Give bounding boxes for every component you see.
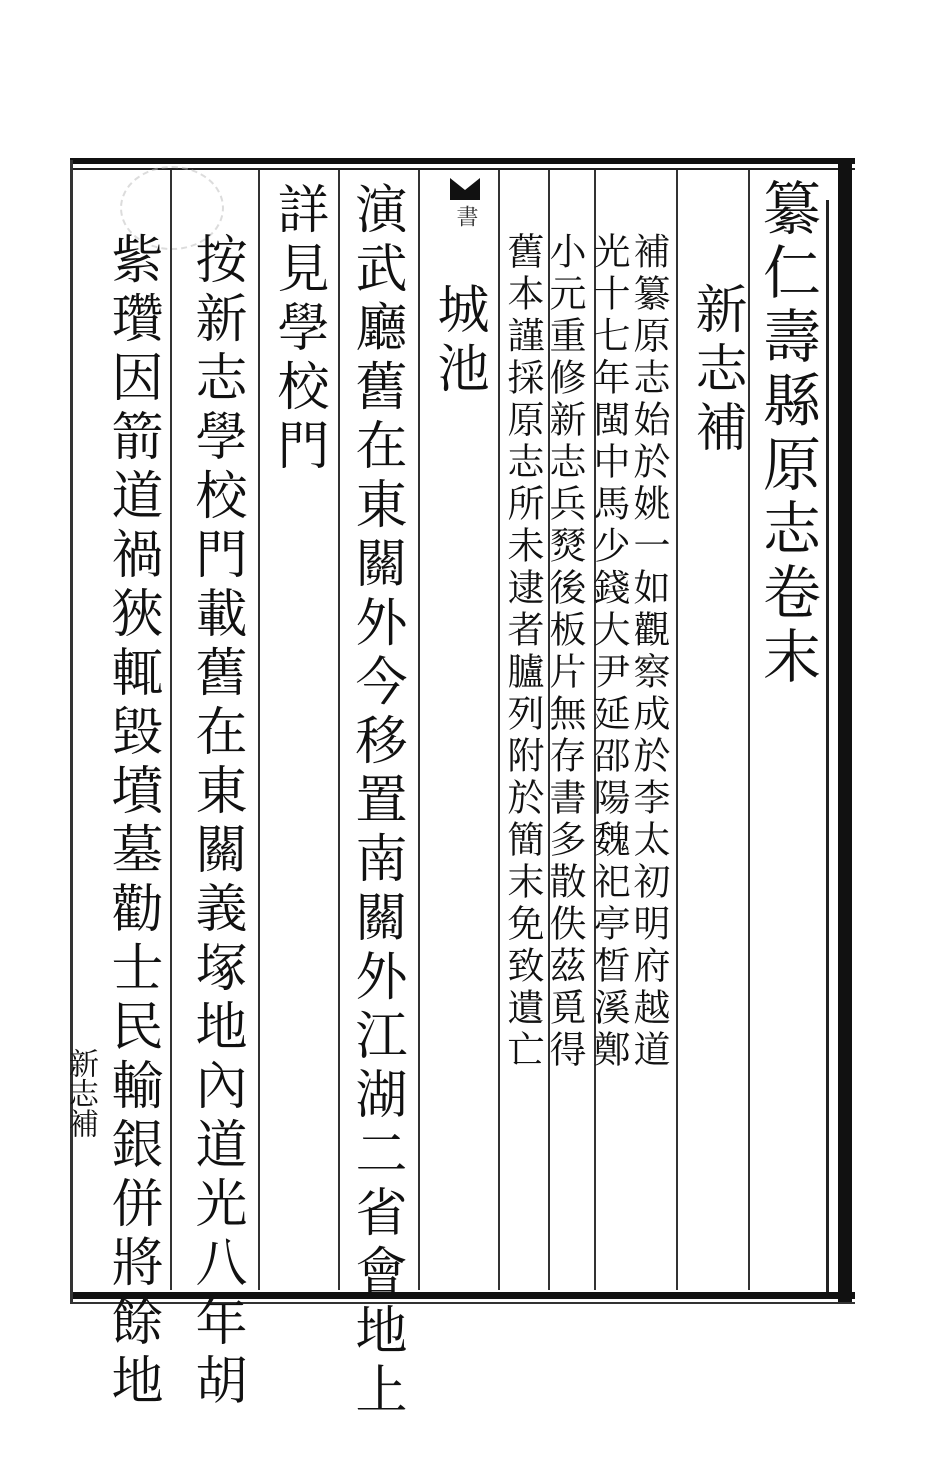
text-column: 舊本謹採原志所未逮者臚列附於簡末免致遺亡	[501, 232, 544, 1072]
frame-right-border	[838, 160, 852, 1302]
text-column: 詳見學校門	[268, 182, 328, 477]
volume-title: 纂仁壽縣原志卷末	[753, 178, 821, 690]
text-column: 紫瓚因箭道禍狹輒毀墳墓勸士民輸銀併將餘地	[102, 232, 162, 1412]
column-rule	[748, 170, 750, 1290]
column-rule	[338, 170, 340, 1290]
section-heading: 新志補	[686, 282, 746, 459]
frame-right-inner-border	[826, 200, 829, 1292]
column-rule	[170, 170, 172, 1290]
column-rule	[498, 170, 500, 1290]
frame-top-border	[70, 158, 855, 164]
text-column: 光十七年閩中馬少錢大尹延邵陽魏祀亭晳溪鄭	[587, 232, 630, 1072]
column-rule	[258, 170, 260, 1290]
text-column: 小元重修新志兵燹後板片無存書多散佚茲覓得	[543, 232, 586, 1072]
margin-label: 新志補	[63, 1048, 98, 1138]
column-rule	[676, 170, 678, 1290]
text-column: 演武廳舊在東關外今移置南關外江湖二省會地上	[346, 182, 406, 1421]
text-column: 按新志學校門載舊在東關義塚地內道光八年胡	[186, 232, 246, 1412]
folio-mark: 書	[453, 205, 478, 227]
fishtail-icon	[448, 176, 482, 202]
text-column: 補纂原志始於姚一如觀察成於李太初明府越道	[627, 232, 670, 1072]
section-heading-city: 城池	[428, 282, 488, 400]
column-rule	[418, 170, 420, 1290]
